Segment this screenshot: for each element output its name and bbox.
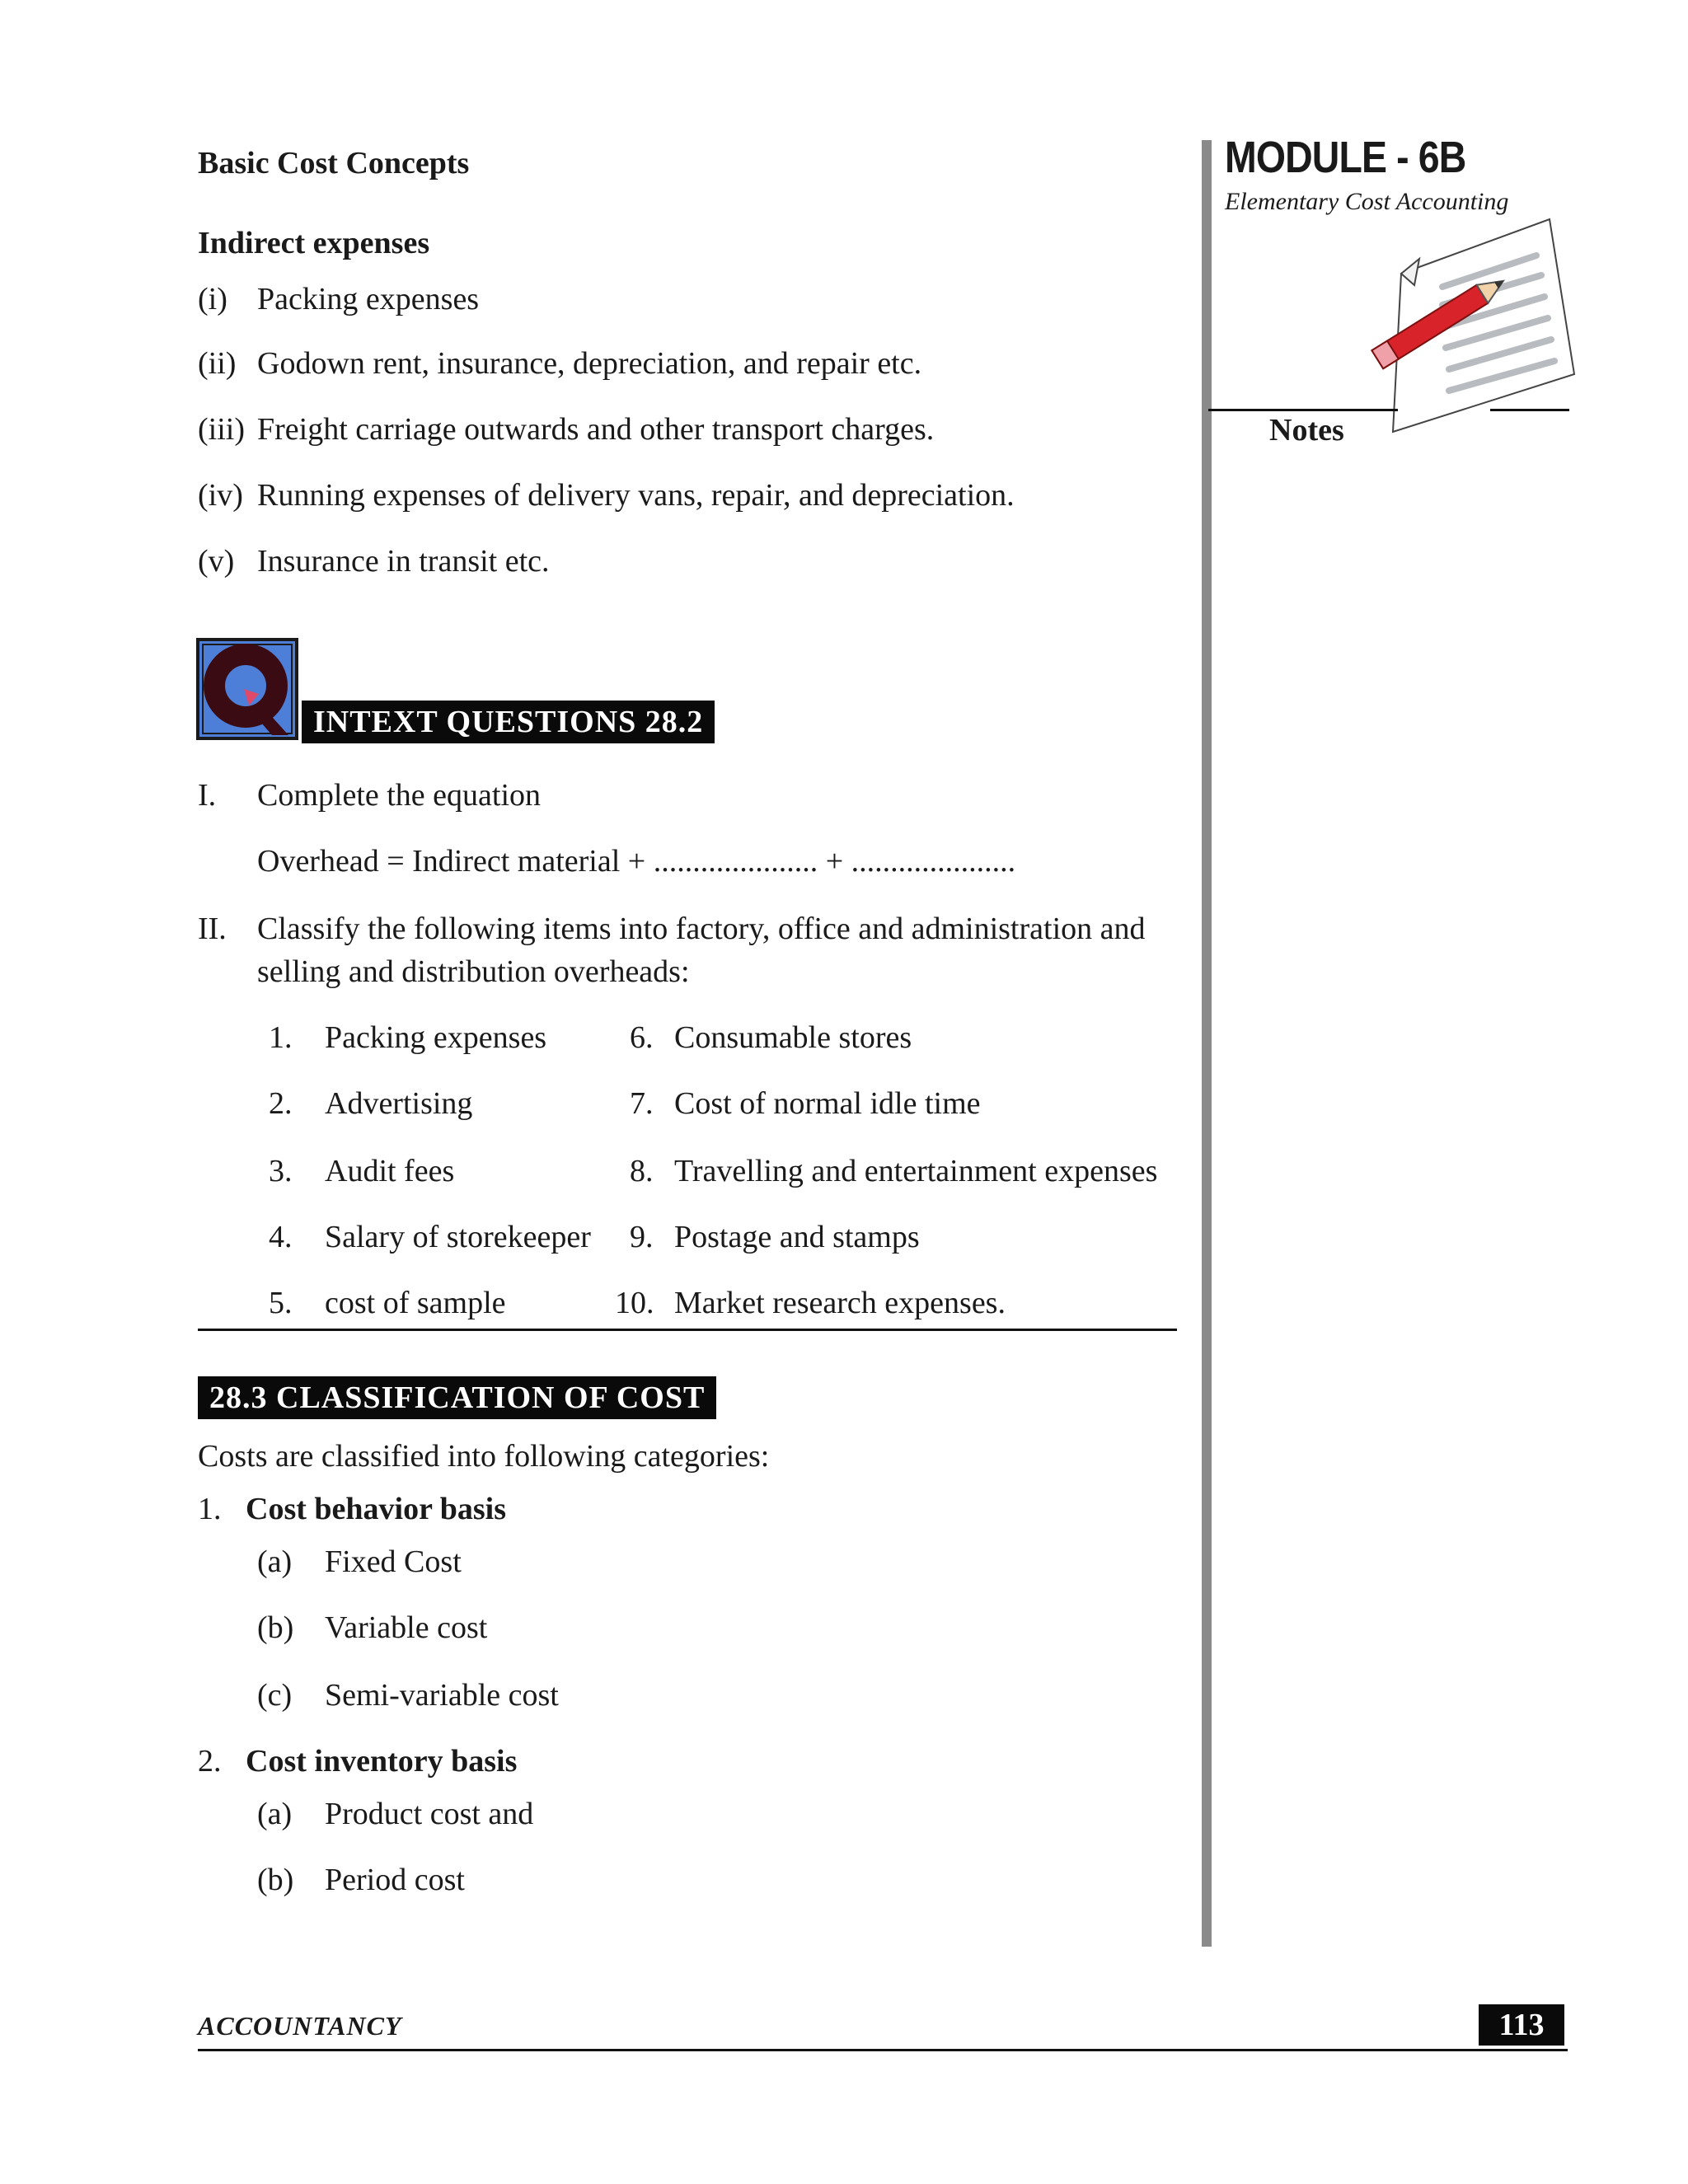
list-item-text: Packing expenses bbox=[325, 1020, 547, 1055]
list-item-text: Semi-variable cost bbox=[325, 1678, 559, 1713]
list-item-number: 9. bbox=[630, 1220, 654, 1254]
list-item-text: Advertising bbox=[325, 1086, 473, 1121]
list-item-number: 10. bbox=[615, 1286, 654, 1320]
notes-rule bbox=[1490, 409, 1569, 411]
list-item-text: Godown rent, insurance, depreciation, and repair etc. bbox=[257, 346, 922, 381]
module-title: MODULE - 6B bbox=[1225, 133, 1466, 182]
list-item-number: 6. bbox=[630, 1020, 654, 1055]
list-item-number: (a) bbox=[257, 1544, 293, 1579]
list-item-text: Product cost and bbox=[325, 1797, 534, 1831]
list-item-number: 3. bbox=[269, 1154, 293, 1188]
question-number: I. bbox=[198, 778, 217, 813]
list-item-text: Freight carriage outwards and other transport charges. bbox=[257, 412, 935, 447]
classification-heading: 28.3 CLASSIFICATION OF COST bbox=[198, 1376, 716, 1419]
list-item-number: (i) bbox=[198, 282, 227, 316]
list-item-number: 4. bbox=[269, 1220, 293, 1254]
footer-label: ACCOUNTANCY bbox=[198, 2011, 402, 2041]
question-number: II. bbox=[198, 912, 227, 946]
list-item-number: (iii) bbox=[198, 412, 245, 447]
list-item-text: Market research expenses. bbox=[674, 1286, 1006, 1320]
group-title: Cost inventory basis bbox=[246, 1744, 518, 1779]
list-item-number: (iv) bbox=[198, 478, 243, 513]
list-item-number: (ii) bbox=[198, 346, 237, 381]
notes-label: Notes bbox=[1269, 413, 1344, 448]
intext-questions-heading: INTEXT QUESTIONS 28.2 bbox=[302, 701, 715, 743]
classification-intro: Costs are classified into following categories: bbox=[198, 1439, 770, 1474]
list-item-text: Travelling and entertainment expenses bbox=[674, 1154, 1158, 1188]
list-item-text: Packing expenses bbox=[257, 282, 480, 316]
list-item-number: (a) bbox=[257, 1797, 293, 1831]
section-divider bbox=[198, 1329, 1177, 1331]
notes-rule bbox=[1208, 409, 1398, 411]
question-text: Classify the following items into factory, office and administration and bbox=[257, 912, 1146, 946]
indirect-expenses-heading: Indirect expenses bbox=[198, 226, 430, 260]
list-item-text: Period cost bbox=[325, 1863, 465, 1897]
list-item-number: (b) bbox=[257, 1863, 294, 1897]
question-q-icon bbox=[196, 638, 298, 740]
list-item-text: Postage and stamps bbox=[674, 1220, 920, 1254]
list-item-number: (c) bbox=[257, 1678, 293, 1713]
list-item-text: Fixed Cost bbox=[325, 1544, 462, 1579]
page-number: 113 bbox=[1479, 2004, 1564, 2046]
list-item-text: Running expenses of delivery vans, repair, and depreciation. bbox=[257, 478, 1015, 513]
list-item-text: Insurance in transit etc. bbox=[257, 544, 550, 579]
list-item-text: Audit fees bbox=[325, 1154, 455, 1188]
list-item-text: Salary of storekeeper bbox=[325, 1220, 591, 1254]
list-item-text: cost of sample bbox=[325, 1286, 506, 1320]
list-item-number: 7. bbox=[630, 1086, 654, 1121]
list-item-number: 5. bbox=[269, 1286, 293, 1320]
list-item-text: Variable cost bbox=[325, 1610, 488, 1645]
notes-pencil-icon bbox=[1360, 216, 1576, 447]
list-item-number: (b) bbox=[257, 1610, 294, 1645]
question-equation: Overhead = Indirect material + ..................... + ..................... bbox=[257, 844, 1016, 879]
list-item-number: (v) bbox=[198, 544, 235, 579]
group-title: Cost behavior basis bbox=[246, 1492, 507, 1526]
module-subtitle: Elementary Cost Accounting bbox=[1225, 188, 1509, 215]
list-item-text: Cost of normal idle time bbox=[674, 1086, 981, 1121]
list-item-number: 1. bbox=[269, 1020, 293, 1055]
list-item-text: Consumable stores bbox=[674, 1020, 912, 1055]
group-number: 1. bbox=[198, 1492, 222, 1526]
question-text: selling and distribution overheads: bbox=[257, 954, 690, 989]
footer-rule bbox=[198, 2049, 1568, 2051]
running-head: Basic Cost Concepts bbox=[198, 146, 470, 180]
list-item-number: 2. bbox=[269, 1086, 293, 1121]
list-item-number: 8. bbox=[630, 1154, 654, 1188]
group-number: 2. bbox=[198, 1744, 222, 1779]
question-text: Complete the equation bbox=[257, 778, 542, 813]
